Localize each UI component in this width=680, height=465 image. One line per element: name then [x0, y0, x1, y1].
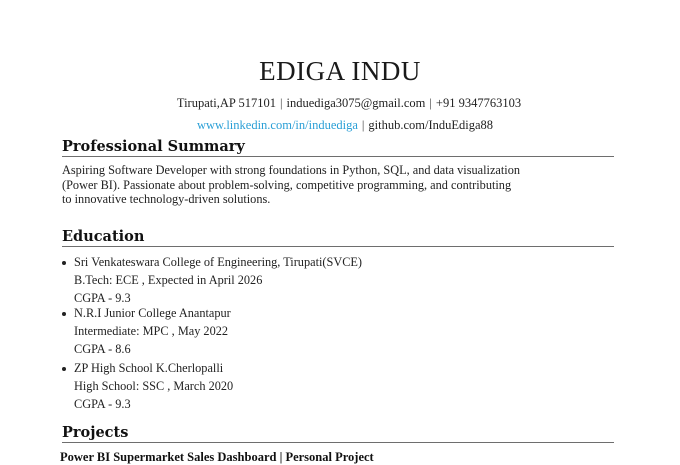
project-title: Power BI Supermarket Sales Dashboard | Personal Project — [60, 450, 374, 464]
section-divider — [62, 156, 614, 157]
degree-detail: B.Tech: ECE , Expected in April 2026 — [74, 273, 263, 287]
section-divider — [62, 442, 614, 443]
summary-text — [62, 163, 582, 207]
links-line — [0, 118, 680, 133]
separator: | — [279, 96, 283, 110]
contact-line — [0, 96, 680, 111]
bullet-icon — [62, 367, 66, 371]
institution: Sri Venkateswara College of Engineering, Tirupati(SVCE) — [74, 255, 363, 269]
separator: | — [429, 96, 432, 110]
phone: +91 9347763103 — [435, 96, 522, 110]
section-title-projects: Projects — [62, 424, 129, 441]
section-title-education: Education — [62, 228, 145, 245]
summary-line: (Power BI). Passionate about problem-solving, competitive programming, and contributing — [62, 177, 512, 192]
education-item — [62, 306, 582, 362]
cgpa: CGPA - 9.3 — [74, 397, 131, 411]
cgpa: CGPA - 8.6 — [74, 342, 131, 356]
education-item — [62, 361, 582, 417]
summary-line: Aspiring Software Developer with strong foundations in Python, SQL, and data visualization — [62, 163, 520, 177]
institution: ZP High School K.Cherlopalli — [74, 361, 224, 375]
resume-name: EDIGA INDU — [259, 56, 421, 86]
separator: | — [361, 118, 365, 132]
summary-line: to innovative technology-driven solutions. — [62, 192, 271, 207]
email[interactable]: induediga3075@gmail.com — [286, 96, 426, 110]
location: Tirupati,AP 517101 — [176, 96, 276, 110]
degree-detail: High School: SSC , March 2020 — [74, 379, 234, 393]
education-item — [62, 255, 582, 311]
cgpa: CGPA - 9.3 — [74, 291, 131, 305]
degree-detail: Intermediate: MPC , May 2022 — [74, 324, 229, 338]
institution: N.R.I Junior College Anantapur — [74, 306, 231, 320]
section-title-summary: Professional Summary — [62, 138, 245, 155]
bullet-icon — [62, 312, 66, 316]
github-link[interactable]: github.com/InduEdiga88 — [368, 118, 494, 132]
bullet-icon — [62, 261, 66, 265]
section-divider — [62, 246, 614, 247]
linkedin-link[interactable]: www.linkedin.com/in/induediga — [196, 118, 358, 132]
